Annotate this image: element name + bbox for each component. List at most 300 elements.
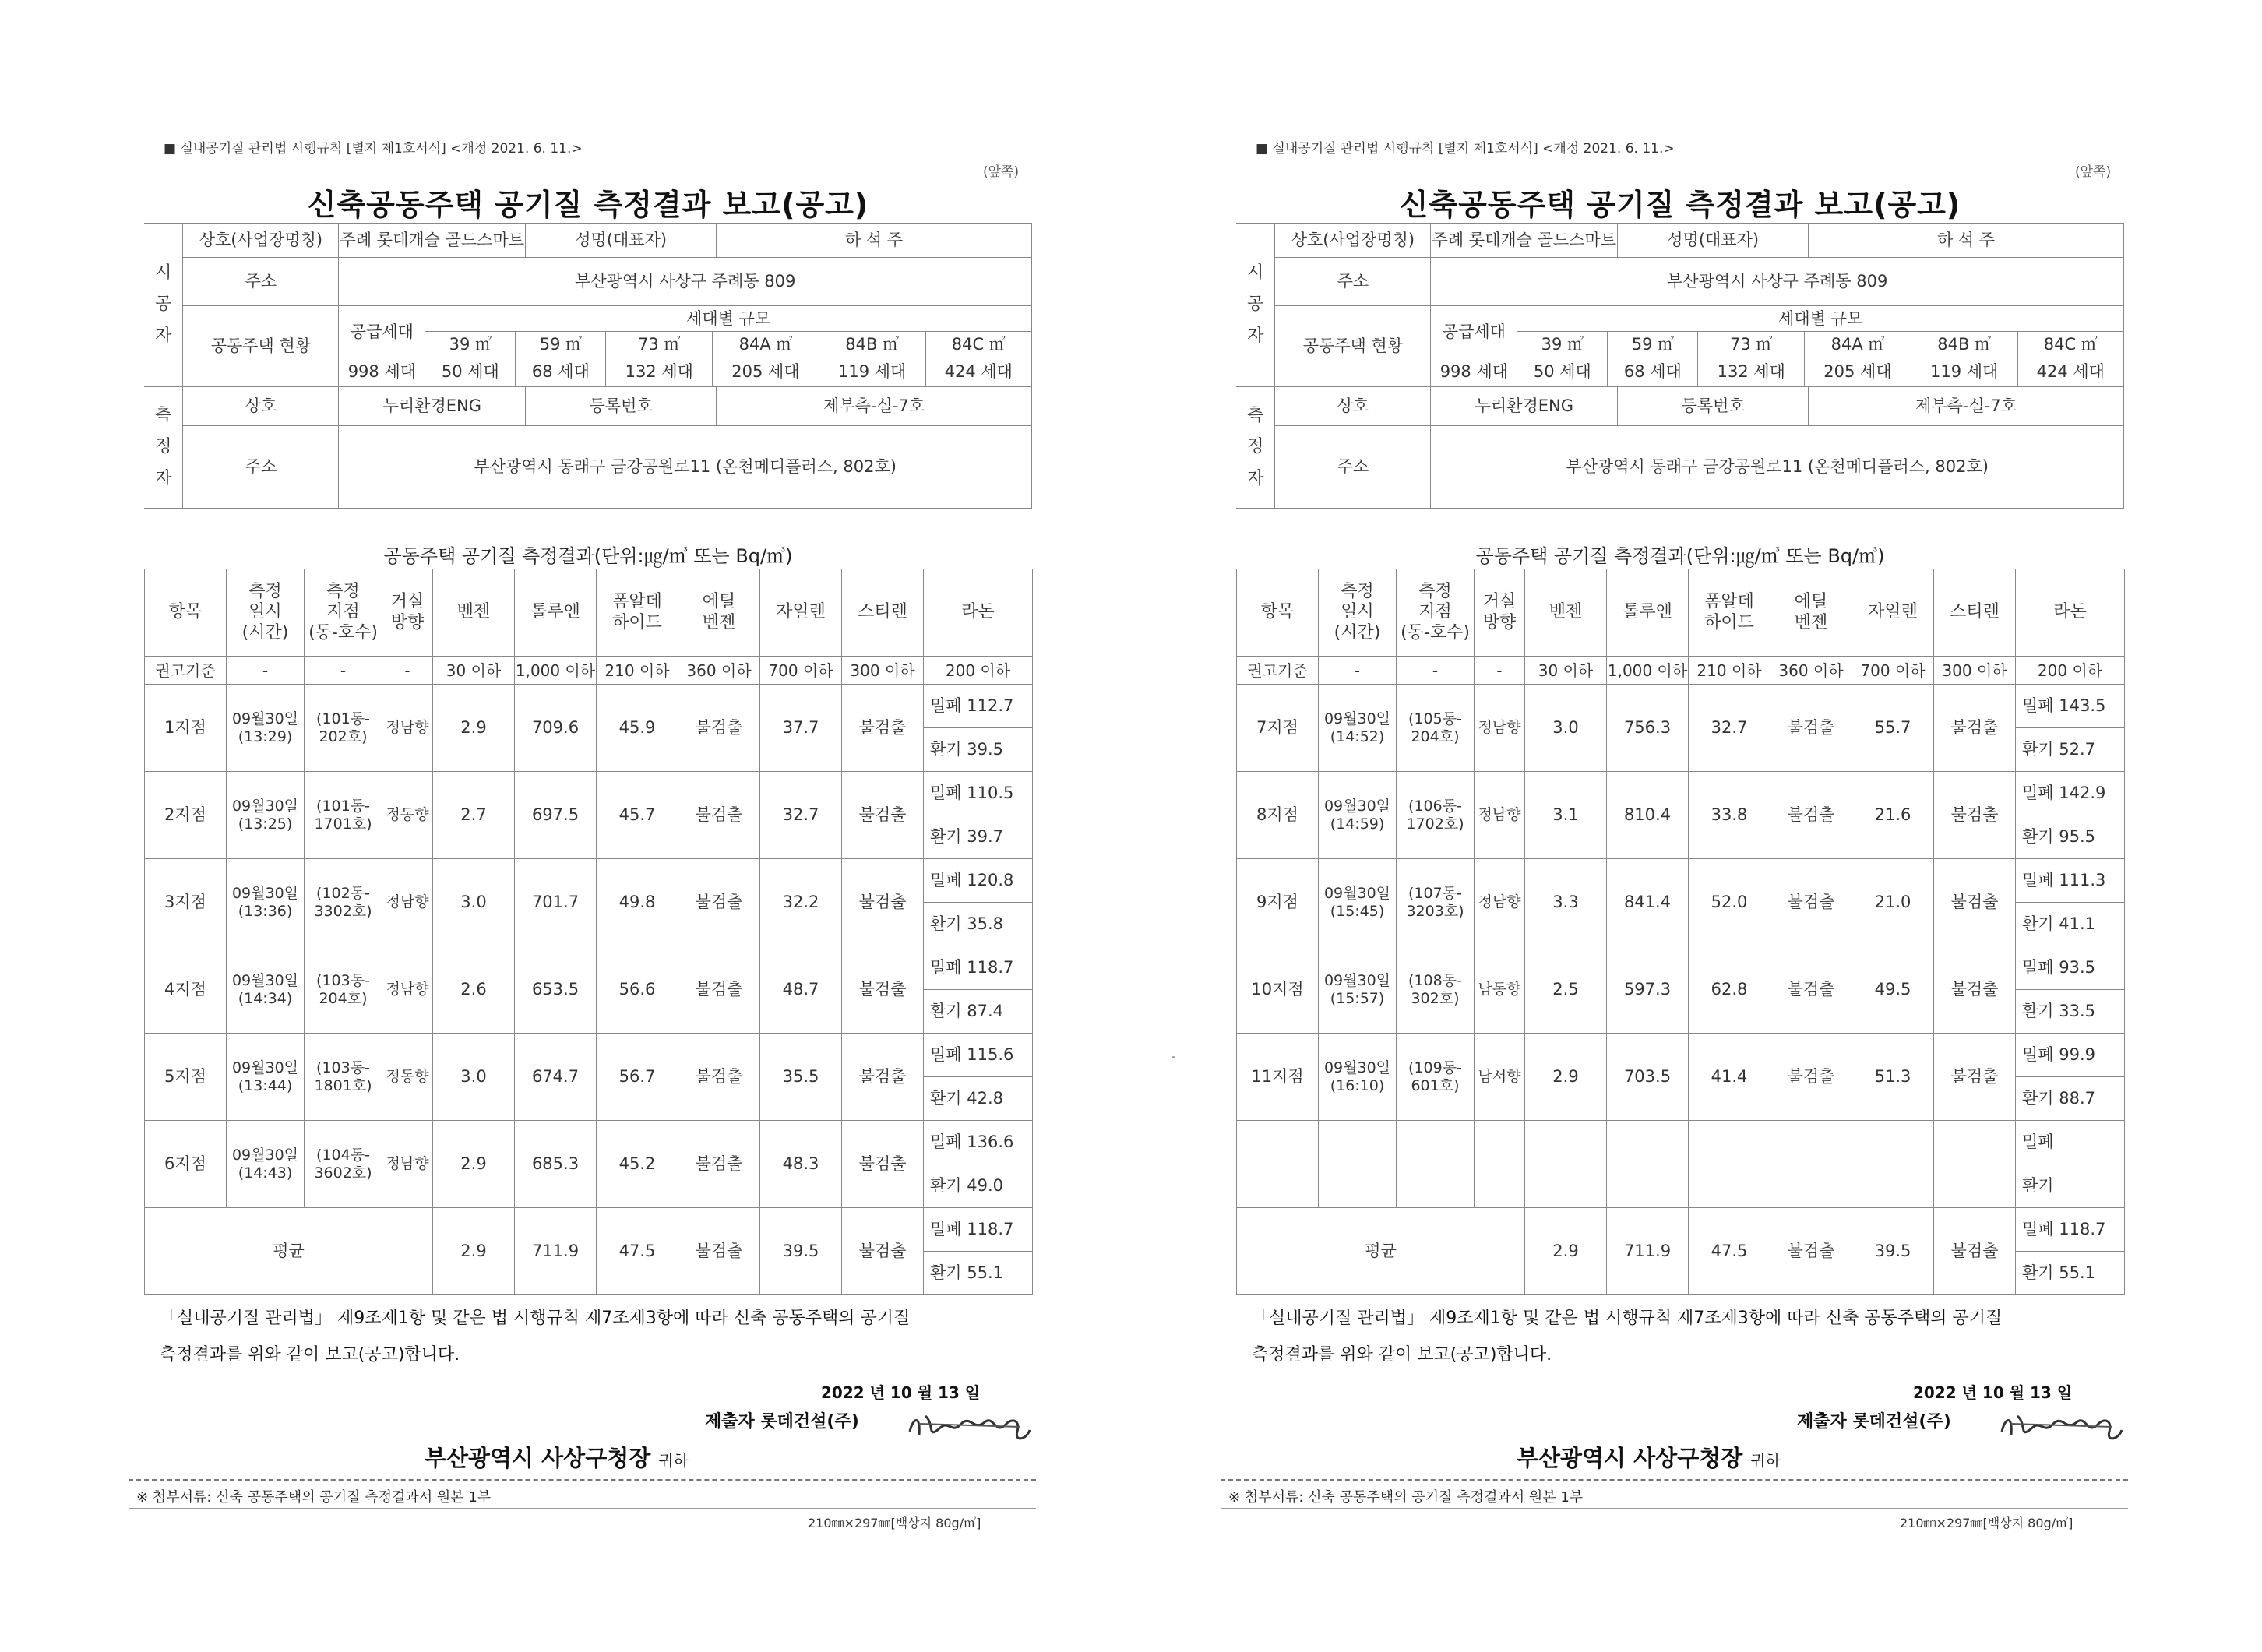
attachment-note: ※ 첨부서류: 신축 공동주택의 공기질 측정결과서 원본 1부 — [136, 1489, 492, 1506]
measure-datetime: 09월30일 (14:59) — [1319, 772, 1397, 859]
xylene-value: 55.7 — [1852, 685, 1934, 772]
toluene-value: 597.3 — [1607, 946, 1689, 1034]
ethylbenzene-value: 불검출 — [678, 1121, 760, 1208]
reg-no-label: 등록번호 — [526, 387, 717, 426]
table-row — [1237, 685, 2125, 728]
standard-toluene: 1,000 이하 — [515, 657, 597, 685]
table-row — [145, 1121, 1033, 1164]
styrene-value: 불검출 — [1934, 1034, 2016, 1121]
unit-size: 73 ㎡ — [606, 332, 713, 358]
unit-size: 39 ㎡ — [425, 332, 516, 358]
radon-vent: 환기 88.7 — [2016, 1077, 2125, 1121]
builder-address-label: 주소 — [183, 258, 339, 306]
formaldehyde-value: 49.8 — [597, 859, 678, 946]
benzene-value: 3.1 — [1525, 772, 1607, 859]
measure-datetime: 09월30일 (15:57) — [1319, 946, 1397, 1034]
avg-ethylbenzene: 불검출 — [678, 1208, 760, 1295]
styrene-value: 불검출 — [842, 946, 924, 1034]
radon-vent: 환기 42.8 — [924, 1077, 1033, 1121]
toluene-value: 701.7 — [515, 859, 597, 946]
xylene-value: 35.5 — [760, 1034, 842, 1121]
col-item-header: 항목 — [145, 569, 227, 657]
company-name-value: 주례 롯데캐슬 골드스마트 — [339, 224, 526, 258]
unit-size: 84C ㎡ — [2017, 332, 2123, 358]
benzene-value: 3.0 — [1525, 685, 1607, 772]
measure-location: (101동- 202호) — [305, 685, 382, 772]
unit-scale-label: 세대별 규모 — [425, 307, 1031, 332]
radon-closed: 밀폐 99.9 — [2016, 1034, 2125, 1077]
housing-status-label: 공동주택 현황 — [1275, 306, 1431, 387]
legal-statement-line1: 「실내공기질 관리법」 제9조제1항 및 같은 법 시행규칙 제7조제3항에 따라 신축 공동주택의 공기질 — [1252, 1309, 2003, 1328]
ethylbenzene-value: 불검출 — [1770, 946, 1852, 1034]
radon-vent: 환기 95.5 — [2016, 815, 2125, 859]
standard-formaldehyde: 210 이하 — [1689, 657, 1770, 685]
ethylbenzene-value — [1770, 1121, 1852, 1208]
radon-closed: 밀폐 — [2016, 1121, 2125, 1164]
toluene-value: 697.5 — [515, 772, 597, 859]
results-section-title: 공동주택 공기질 측정결과(단위:㎍/㎥ 또는 Bq/㎥) — [1475, 545, 1885, 567]
styrene-value: 불검출 — [1934, 772, 2016, 859]
unit-count: 119 세대 — [1911, 358, 2017, 386]
living-direction: 정동향 — [382, 772, 433, 859]
standard-ethylbenzene: 360 이하 — [1770, 657, 1852, 685]
measure-datetime: 09월30일 (14:52) — [1319, 685, 1397, 772]
measurement-table — [144, 569, 1033, 1295]
unit-count: 68 세대 — [516, 358, 606, 386]
toluene-value: 703.5 — [1607, 1034, 1689, 1121]
paper-spec: 210㎜×297㎜[백상지 80g/㎡] — [808, 1516, 981, 1530]
standard-benzene: 30 이하 — [1525, 657, 1607, 685]
legal-statement-line1: 「실내공기질 관리법」 제9조제1항 및 같은 법 시행규칙 제7조제3항에 따라 신축 공동주택의 공기질 — [160, 1309, 911, 1328]
housing-status-label: 공동주택 현황 — [183, 306, 339, 387]
point-label: 2지점 — [145, 772, 227, 859]
unit-count: 68 세대 — [1608, 358, 1698, 386]
benzene-value: 2.6 — [433, 946, 515, 1034]
avg-formaldehyde: 47.5 — [597, 1208, 678, 1295]
living-direction: 정남향 — [1475, 859, 1525, 946]
measure-datetime: 09월30일 (13:36) — [227, 859, 305, 946]
xylene-value: 21.6 — [1852, 772, 1934, 859]
standard-dash: - — [1397, 657, 1475, 685]
formaldehyde-value: 56.6 — [597, 946, 678, 1034]
supply-units-label: 공급세대 — [339, 307, 425, 358]
standard-toluene: 1,000 이하 — [1607, 657, 1689, 685]
unit-count: 205 세대 — [713, 358, 819, 386]
radon-vent: 환기 39.7 — [924, 815, 1033, 859]
benzene-value: 2.5 — [1525, 946, 1607, 1034]
attachment-note: ※ 첨부서류: 신축 공동주택의 공기질 측정결과서 원본 1부 — [1228, 1489, 1584, 1506]
unit-count: 132 세대 — [1698, 358, 1805, 386]
living-direction: 정남향 — [382, 685, 433, 772]
unit-count: 424 세대 — [2017, 358, 2123, 386]
formaldehyde-value: 52.0 — [1689, 859, 1770, 946]
toluene-value: 653.5 — [515, 946, 597, 1034]
table-row — [145, 1034, 1033, 1077]
builder-side-label: 시 공 자 — [144, 224, 183, 387]
col-xylene-header: 자일렌 — [1852, 569, 1934, 657]
measure-location: (104동- 3602호) — [305, 1121, 382, 1208]
formaldehyde-value: 45.9 — [597, 685, 678, 772]
ethylbenzene-value: 불검출 — [678, 946, 760, 1034]
benzene-value: 2.9 — [1525, 1034, 1607, 1121]
standard-radon: 200 이하 — [924, 657, 1033, 685]
avg-benzene: 2.9 — [1525, 1208, 1607, 1295]
xylene-value — [1852, 1121, 1934, 1208]
col-toluene-header: 톨루엔 — [515, 569, 597, 657]
benzene-value: 2.9 — [433, 685, 515, 772]
avg-toluene: 711.9 — [515, 1208, 597, 1295]
avg-benzene: 2.9 — [433, 1208, 515, 1295]
company-name-label: 상호(사업장명칭) — [183, 224, 339, 258]
report-title: 신축공동주택 공기질 측정결과 보고(공고) — [1399, 188, 1961, 222]
living-direction: 정남향 — [382, 1121, 433, 1208]
col-xylene-header: 자일렌 — [760, 569, 842, 657]
col-item-header: 항목 — [1237, 569, 1319, 657]
builder-address-value: 부산광역시 사상구 주례동 809 — [1431, 258, 2124, 306]
unit-size: 84C ㎡ — [925, 332, 1031, 358]
rep-name-value: 하 석 주 — [1809, 224, 2124, 258]
divider — [1221, 1479, 2128, 1481]
unit-count: 119 세대 — [819, 358, 925, 386]
radon-closed: 밀폐 143.5 — [2016, 685, 2125, 728]
average-row — [145, 1208, 1033, 1252]
builder-address-label: 주소 — [1275, 258, 1431, 306]
col-direction-header: 거실 방향 — [382, 569, 433, 657]
radon-closed: 밀폐 112.7 — [924, 685, 1033, 728]
col-radon-header: 라돈 — [2016, 569, 2125, 657]
styrene-value: 불검출 — [842, 1121, 924, 1208]
radon-closed: 밀폐 93.5 — [2016, 946, 2125, 990]
measure-location: (106동- 1702호) — [1397, 772, 1475, 859]
styrene-value: 불검출 — [842, 685, 924, 772]
benzene-value — [1525, 1121, 1607, 1208]
avg-ethylbenzene: 불검출 — [1770, 1208, 1852, 1295]
measure-location: (108동- 302호) — [1397, 946, 1475, 1034]
measure-datetime: 09월30일 (13:44) — [227, 1034, 305, 1121]
point-label: 5지점 — [145, 1034, 227, 1121]
col-ethylbenzene-header: 에틸 벤젠 — [1770, 569, 1852, 657]
unit-size: 84A ㎡ — [1805, 332, 1911, 358]
measure-location: (105동- 204호) — [1397, 685, 1475, 772]
avg-radon-vent: 환기 55.1 — [924, 1252, 1033, 1295]
toluene-value: 756.3 — [1607, 685, 1689, 772]
xylene-value: 49.5 — [1852, 946, 1934, 1034]
radon-vent: 환기 49.0 — [924, 1164, 1033, 1208]
legal-statement-line2: 측정결과를 위와 같이 보고(공고)합니다. — [160, 1345, 460, 1365]
styrene-value: 불검출 — [1934, 859, 2016, 946]
radon-vent: 환기 87.4 — [924, 990, 1033, 1034]
living-direction — [1475, 1121, 1525, 1208]
unit-scale-label: 세대별 규모 — [1517, 307, 2123, 332]
ethylbenzene-value: 불검출 — [678, 859, 760, 946]
styrene-value: 불검출 — [842, 1034, 924, 1121]
avg-toluene: 711.9 — [1607, 1208, 1689, 1295]
report-page-2 — [1092, 0, 2198, 1652]
unit-size: 59 ㎡ — [1608, 332, 1698, 358]
table-row — [145, 946, 1033, 990]
col-location-header: 측정 지점 (동-호수) — [305, 569, 382, 657]
living-direction: 정남향 — [1475, 685, 1525, 772]
formaldehyde-value: 45.2 — [597, 1121, 678, 1208]
measure-location: (107동- 3203호) — [1397, 859, 1475, 946]
signature-seal — [904, 1400, 1036, 1449]
standard-label: 권고기준 — [1237, 657, 1319, 685]
table-row — [145, 859, 1033, 903]
submitter: 제출자 롯데건설(주) — [705, 1412, 859, 1432]
formaldehyde-value: 41.4 — [1689, 1034, 1770, 1121]
reg-no-value: 제부측-실-7호 — [1809, 387, 2124, 426]
styrene-value — [1934, 1121, 2016, 1208]
avg-radon-vent: 환기 55.1 — [2016, 1252, 2125, 1295]
styrene-value: 불검출 — [1934, 946, 2016, 1034]
builder-address-value: 부산광역시 사상구 주례동 809 — [339, 258, 1032, 306]
measure-datetime: 09월30일 (14:43) — [227, 1121, 305, 1208]
radon-vent: 환기 41.1 — [2016, 903, 2125, 946]
recipient-office: 부산광역시 사상구청장 귀하 — [425, 1445, 689, 1471]
measurer-address-label: 주소 — [183, 426, 339, 509]
table-row — [145, 772, 1033, 815]
supply-units-label: 공급세대 — [1431, 307, 1517, 358]
formaldehyde-value — [1689, 1121, 1770, 1208]
standard-dash: - — [305, 657, 382, 685]
measurer-company-value: 누리환경ENG — [339, 387, 526, 426]
table-row — [1237, 946, 2125, 990]
formaldehyde-value: 33.8 — [1689, 772, 1770, 859]
measure-datetime — [1319, 1121, 1397, 1208]
radon-closed: 밀폐 118.7 — [924, 946, 1033, 990]
living-direction: 남서향 — [1475, 1034, 1525, 1121]
point-label: 9지점 — [1237, 859, 1319, 946]
recipient-office: 부산광역시 사상구청장 귀하 — [1517, 1445, 1781, 1471]
measurer-address-label: 주소 — [1275, 426, 1431, 509]
ethylbenzene-value: 불검출 — [1770, 772, 1852, 859]
average-row — [1237, 1208, 2125, 1252]
report-date: 2022 년 10 월 13 일 — [1913, 1383, 2073, 1402]
table-row — [1237, 859, 2125, 903]
unit-size: 84A ㎡ — [713, 332, 819, 358]
measurer-side-label: 측 정 자 — [1236, 387, 1275, 509]
measure-datetime: 09월30일 (13:25) — [227, 772, 305, 859]
rep-name-value: 하 석 주 — [717, 224, 1032, 258]
xylene-value: 32.2 — [760, 859, 842, 946]
toluene-value: 709.6 — [515, 685, 597, 772]
col-formaldehyde-header: 폼알데 하이드 — [1689, 569, 1770, 657]
unit-count: 50 세대 — [425, 358, 516, 386]
radon-vent: 환기 33.5 — [2016, 990, 2125, 1034]
point-label: 1지점 — [145, 685, 227, 772]
col-formaldehyde-header: 폼알데 하이드 — [597, 569, 678, 657]
standard-label: 권고기준 — [145, 657, 227, 685]
standard-dash: - — [1319, 657, 1397, 685]
benzene-value: 3.3 — [1525, 859, 1607, 946]
avg-styrene: 불검출 — [842, 1208, 924, 1295]
benzene-value: 2.7 — [433, 772, 515, 859]
point-label: 8지점 — [1237, 772, 1319, 859]
living-direction: 정남향 — [1475, 772, 1525, 859]
col-ethylbenzene-header: 에틸 벤젠 — [678, 569, 760, 657]
measure-location — [1397, 1121, 1475, 1208]
avg-radon-closed: 밀폐 118.7 — [2016, 1208, 2125, 1252]
unit-size: 39 ㎡ — [1517, 332, 1608, 358]
radon-closed: 밀폐 110.5 — [924, 772, 1033, 815]
xylene-value: 51.3 — [1852, 1034, 1934, 1121]
standard-dash: - — [382, 657, 433, 685]
divider — [129, 1508, 1036, 1509]
signature-seal — [1996, 1400, 2128, 1449]
average-label: 평균 — [1237, 1208, 1525, 1295]
legal-statement-line2: 측정결과를 위와 같이 보고(공고)합니다. — [1252, 1345, 1552, 1365]
point-label — [1237, 1121, 1319, 1208]
ethylbenzene-value: 불검출 — [678, 685, 760, 772]
col-direction-header: 거실 방향 — [1475, 569, 1525, 657]
formaldehyde-value: 45.7 — [597, 772, 678, 859]
col-benzene-header: 벤젠 — [433, 569, 515, 657]
measure-location: (103동- 204호) — [305, 946, 382, 1034]
toluene-value: 685.3 — [515, 1121, 597, 1208]
rep-name-label: 성명(대표자) — [526, 224, 717, 258]
measure-location: (103동- 1801호) — [305, 1034, 382, 1121]
xylene-value: 37.7 — [760, 685, 842, 772]
col-toluene-header: 톨루엔 — [1607, 569, 1689, 657]
styrene-value: 불검출 — [1934, 685, 2016, 772]
unit-count: 424 세대 — [925, 358, 1031, 386]
col-datetime-header: 측정 일시 (시간) — [227, 569, 305, 657]
builder-side-label: 시 공 자 — [1236, 224, 1275, 387]
living-direction: 정남향 — [382, 946, 433, 1034]
divider — [129, 1479, 1036, 1481]
point-label: 4지점 — [145, 946, 227, 1034]
avg-formaldehyde: 47.5 — [1689, 1208, 1770, 1295]
unit-table — [339, 307, 1031, 386]
measurer-company-value: 누리환경ENG — [1431, 387, 1618, 426]
table-row — [145, 685, 1033, 728]
formaldehyde-value: 32.7 — [1689, 685, 1770, 772]
unit-size: 73 ㎡ — [1698, 332, 1805, 358]
col-location-header: 측정 지점 (동-호수) — [1397, 569, 1475, 657]
radon-closed: 밀폐 136.6 — [924, 1121, 1033, 1164]
front-side-label: (앞쪽) — [983, 164, 1020, 180]
measure-datetime: 09월30일 (14:34) — [227, 946, 305, 1034]
ethylbenzene-value: 불검출 — [1770, 1034, 1852, 1121]
radon-closed: 밀폐 120.8 — [924, 859, 1033, 903]
total-units: 998 세대 — [1431, 358, 1517, 386]
measure-datetime: 09월30일 (16:10) — [1319, 1034, 1397, 1121]
unit-count: 132 세대 — [606, 358, 713, 386]
measure-location: (109동- 601호) — [1397, 1034, 1475, 1121]
measurer-company-label: 상호 — [1275, 387, 1431, 426]
radon-vent: 환기 35.8 — [924, 903, 1033, 946]
measure-location: (102동- 3302호) — [305, 859, 382, 946]
col-benzene-header: 벤젠 — [1525, 569, 1607, 657]
standard-dash: - — [1475, 657, 1525, 685]
living-direction: 남동향 — [1475, 946, 1525, 1034]
unit-count: 50 세대 — [1517, 358, 1608, 386]
styrene-value: 불검출 — [842, 772, 924, 859]
benzene-value: 3.0 — [433, 859, 515, 946]
standard-radon: 200 이하 — [2016, 657, 2125, 685]
col-datetime-header: 측정 일시 (시간) — [1319, 569, 1397, 657]
unit-count: 205 세대 — [1805, 358, 1911, 386]
standard-styrene: 300 이하 — [842, 657, 924, 685]
toluene-value: 674.7 — [515, 1034, 597, 1121]
radon-closed: 밀폐 142.9 — [2016, 772, 2125, 815]
radon-closed: 밀폐 111.3 — [2016, 859, 2125, 903]
radon-closed: 밀폐 115.6 — [924, 1034, 1033, 1077]
form-header-note: ■ 실내공기질 관리법 시행규칙 [별지 제1호서식] <개정 2021. 6. 11.> — [164, 141, 583, 157]
unit-size: 84B ㎡ — [819, 332, 925, 358]
styrene-value: 불검출 — [842, 859, 924, 946]
col-radon-header: 라돈 — [924, 569, 1033, 657]
divider — [1221, 1508, 2128, 1509]
living-direction: 정동향 — [382, 1034, 433, 1121]
company-name-value: 주례 롯데캐슬 골드스마트 — [1431, 224, 1618, 258]
col-styrene-header: 스티렌 — [1934, 569, 2016, 657]
report-page-1 — [0, 0, 1106, 1652]
ethylbenzene-value: 불검출 — [678, 772, 760, 859]
report-title: 신축공동주택 공기질 측정결과 보고(공고) — [307, 188, 869, 222]
results-section-title: 공동주택 공기질 측정결과(단위:㎍/㎥ 또는 Bq/㎥) — [383, 545, 793, 567]
unit-size: 84B ㎡ — [1911, 332, 2017, 358]
formaldehyde-value: 56.7 — [597, 1034, 678, 1121]
point-label: 3지점 — [145, 859, 227, 946]
standard-styrene: 300 이하 — [1934, 657, 2016, 685]
xylene-value: 48.3 — [760, 1121, 842, 1208]
total-units: 998 세대 — [339, 358, 425, 386]
submitter: 제출자 롯데건설(주) — [1797, 1412, 1951, 1432]
measure-datetime: 09월30일 (13:29) — [227, 685, 305, 772]
standard-ethylbenzene: 360 이하 — [678, 657, 760, 685]
average-label: 평균 — [145, 1208, 433, 1295]
form-header-note: ■ 실내공기질 관리법 시행규칙 [별지 제1호서식] <개정 2021. 6. 11.> — [1256, 141, 1675, 157]
standard-xylene: 700 이하 — [760, 657, 842, 685]
measurement-table — [1236, 569, 2125, 1295]
formaldehyde-value: 62.8 — [1689, 946, 1770, 1034]
avg-xylene: 39.5 — [760, 1208, 842, 1295]
point-label: 11지점 — [1237, 1034, 1319, 1121]
table-row — [1237, 772, 2125, 815]
measurer-address-value: 부산광역시 동래구 금강공원로11 (온천메디플러스, 802호) — [339, 426, 1032, 509]
xylene-value: 32.7 — [760, 772, 842, 859]
table-row — [1237, 1121, 2125, 1164]
radon-vent: 환기 52.7 — [2016, 728, 2125, 772]
toluene-value: 810.4 — [1607, 772, 1689, 859]
unit-table — [1431, 307, 2123, 386]
avg-xylene: 39.5 — [1852, 1208, 1934, 1295]
paper-spec: 210㎜×297㎜[백상지 80g/㎡] — [1900, 1516, 2074, 1530]
rep-name-label: 성명(대표자) — [1618, 224, 1809, 258]
ethylbenzene-value: 불검출 — [1770, 685, 1852, 772]
standard-xylene: 700 이하 — [1852, 657, 1934, 685]
point-label: 7지점 — [1237, 685, 1319, 772]
point-label: 10지점 — [1237, 946, 1319, 1034]
standard-formaldehyde: 210 이하 — [597, 657, 678, 685]
point-label: 6지점 — [145, 1121, 227, 1208]
ethylbenzene-value: 불검출 — [678, 1034, 760, 1121]
living-direction: 정남향 — [382, 859, 433, 946]
benzene-value: 2.9 — [433, 1121, 515, 1208]
report-date: 2022 년 10 월 13 일 — [821, 1383, 981, 1402]
radon-vent: 환기 39.5 — [924, 728, 1033, 772]
xylene-value: 21.0 — [1852, 859, 1934, 946]
radon-vent: 환기 — [2016, 1164, 2125, 1208]
col-styrene-header: 스티렌 — [842, 569, 924, 657]
toluene-value: 841.4 — [1607, 859, 1689, 946]
measurer-address-value: 부산광역시 동래구 금강공원로11 (온천메디플러스, 802호) — [1431, 426, 2124, 509]
info-table — [144, 223, 1032, 509]
measure-datetime: 09월30일 (15:45) — [1319, 859, 1397, 946]
company-name-label: 상호(사업장명칭) — [1275, 224, 1431, 258]
standard-dash: - — [227, 657, 305, 685]
